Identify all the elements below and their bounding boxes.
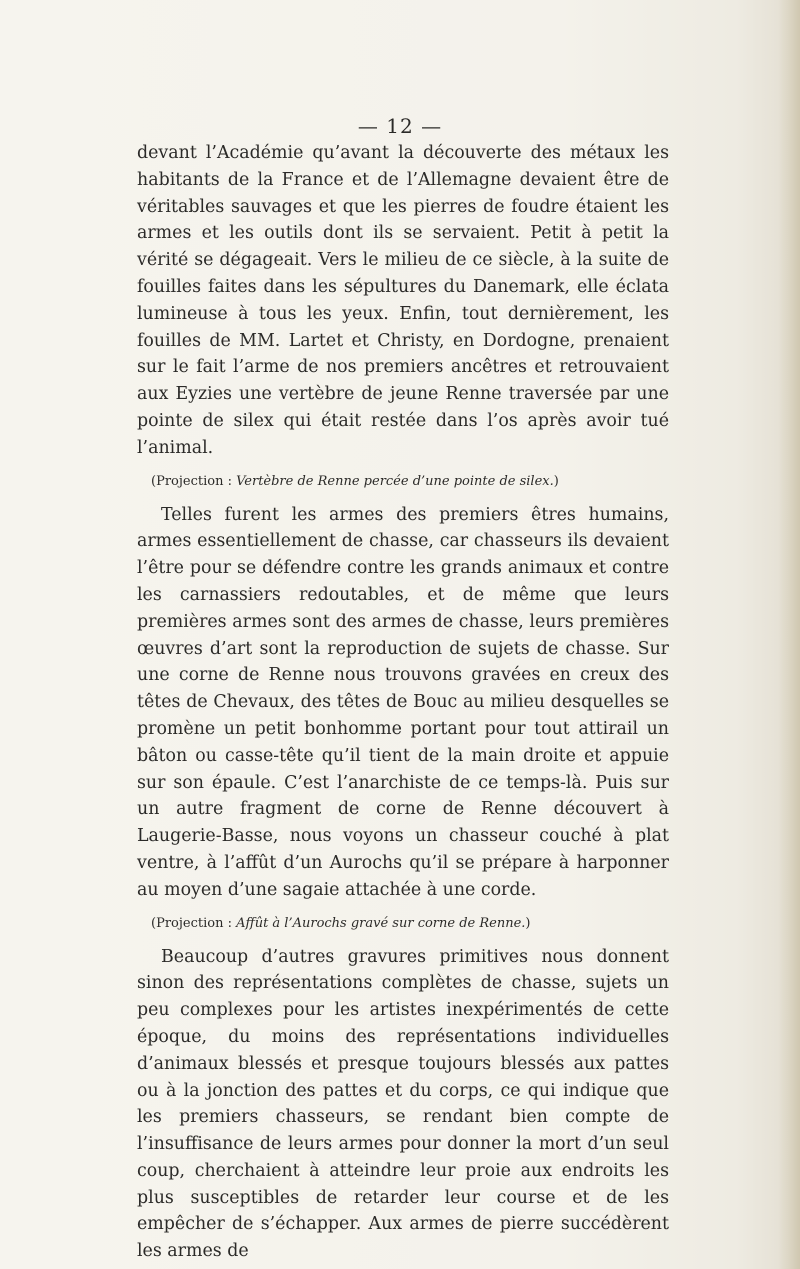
- page-binding-edge: [778, 0, 800, 1269]
- caption-2-title: Affût à l’Aurochs gravé sur corne de Renne.: [236, 915, 526, 931]
- caption-1-prefix: (Projection :: [151, 473, 237, 489]
- paragraph-1: devant l’Académie qu’avant la découverte des métaux les habitants de la France et de l’Allemagne devaient être de véritables sauvages et que les pierres de foudre étaient les armes et les outils dont ils se servaient. Petit à petit la vérité se dégageait. Vers le milieu de ce siècle, à la suite de fouilles faites dans les sépultures du Danemark, elle éclata lumineuse à tous les yeux. Enfin, tout dernièrement, les fouilles de MM. Lartet et Christy, en Dordogne, prenaient sur le fait l’arme de nos premiers ancêtres et retrouvaient aux Eyzies une vertèbre de jeune Renne traversée par une pointe de silex qui était restée dans l’os après avoir tué l’animal.: [137, 143, 669, 458]
- page-number: — 12 —: [357, 114, 443, 138]
- paragraph-3: Beaucoup d’autres gravures primitives nous donnent sinon des représentations complètes de chasse, sujets un peu complexes pour les artistes inexpérimentés de cette époque, du moins des représentations individuelles d’animaux blessés et presque toujours blessés aux pattes ou à la jonction des pattes et du corps, ce qui indique que les premiers chasseurs, se rendant bien compte de l’insuffisance de leurs armes pour donner la mort d’un seul coup, cherchaient à atteindre leur proie aux endroits les plus susceptibles de retarder leur course et de les empêcher de s’échapper. Aux armes de pierre succédèrent les armes de: [137, 946, 669, 1262]
- caption-1-title: Vertèbre de Renne percée d’une pointe de silex.: [236, 473, 554, 489]
- caption-2-suffix: ): [525, 915, 531, 931]
- paragraph-2: Telles furent les armes des premiers êtres humains, armes essentiellement de chasse, car chasseurs ils devaient l’être pour se défendre contre les grands animaux et contre les carnassiers redoutables, et de même que leurs premières armes sont des armes de chasse, leurs premières œuvres d’art sont la reproduction de sujets de chasse. Sur une corne de Renne nous trouvons gravées en creux des têtes de Chevaux, des têtes de Bouc au milieu desquelles se promène un petit bonhomme portant pour tout attirail un bâton ou casse-tête qu’il tient de la main droite et appuie sur son épaule. C’est l’anarchiste de ce temps-là. Puis sur un autre fragment de corne de Renne découvert à Laugerie-Basse, nous voyons un chasseur couché à plat ventre, à l’affût d’un Aurochs qu’il se prépare à harponner au moyen d’une sagaie attachée à une corde.: [137, 504, 669, 900]
- body-text: [137, 140, 669, 1265]
- caption-1: [151, 472, 669, 492]
- caption-2-prefix: (Projection :: [151, 915, 237, 931]
- caption-1-suffix: ): [553, 473, 559, 489]
- caption-2: [151, 914, 669, 934]
